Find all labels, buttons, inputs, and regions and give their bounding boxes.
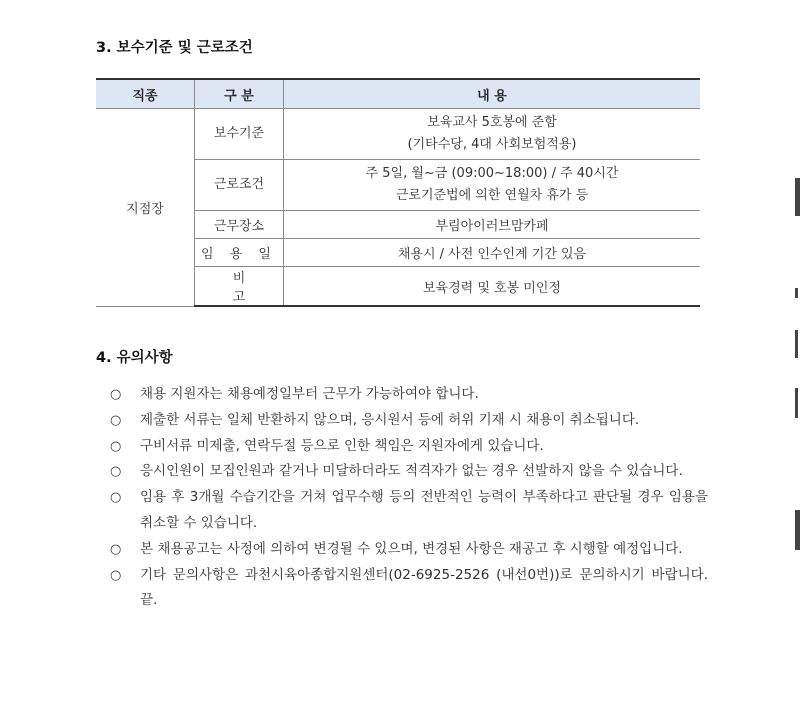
list-item [110, 408, 708, 434]
content-line: 보육교사 5호봉에 준함 [427, 115, 557, 130]
right-edge-fragment [795, 388, 798, 418]
row-content-pay [284, 109, 701, 160]
circle-bullet-icon: ○ [110, 567, 122, 583]
right-edge-fragment [795, 510, 800, 550]
list-item [110, 485, 708, 537]
notice-text: 응시인원이 모집인원과 같거나 미달하더라도 적격자가 없는 경우 선발하지 않을 수 있습니다. [140, 463, 683, 480]
section-4-title: 4. 유의사항 [96, 350, 173, 366]
job-type-cell: 지점장 [96, 109, 195, 307]
table-row [96, 109, 700, 160]
row-content-conditions [284, 160, 701, 211]
section-3-title: 3. 보수기준 및 근로조건 [96, 40, 253, 56]
header-category: 구 분 [195, 79, 284, 109]
notice-text: 임용 후 3개월 수습기간을 거쳐 업무수행 등의 전반적인 능력이 부족하다고 판단될 경우 임용을 취소할 수 있습니다. [140, 489, 708, 531]
working-conditions-table [96, 78, 700, 307]
header-job-type: 직종 [96, 79, 195, 109]
circle-bullet-icon: ○ [110, 412, 122, 428]
content-line: 주 5일, 월~금 (09:00~18:00) / 주 40시간 [365, 166, 619, 181]
right-edge-fragment [795, 330, 798, 358]
notice-list [110, 382, 708, 614]
notice-text: 본 채용공고는 사정에 의하여 변경될 수 있으며, 변경된 사항은 재공고 후 시행할 예정입니다. [140, 540, 683, 557]
circle-bullet-icon: ○ [110, 438, 122, 454]
row-content-start-date: 채용시 / 사전 인수인계 기간 있음 [284, 239, 701, 267]
notice-text: 기타 문의사항은 과천시육아종합지원센터(02-6925-2526 (내선0번))로 문의하시기 바랍니다. 끝. [140, 566, 708, 609]
notice-text: 제출한 서류는 일체 반환하지 않으며, 응시원서 등에 허위 기재 시 채용이 취소됩니다. [140, 411, 640, 428]
circle-bullet-icon: ○ [110, 464, 122, 480]
list-item [110, 459, 708, 485]
circle-bullet-icon: ○ [110, 541, 122, 557]
row-label-location: 근무장소 [195, 211, 284, 239]
notice-text: 채용 지원자는 채용예정일부터 근무가 가능하여야 합니다. [140, 386, 479, 402]
content-line: 근로기준법에 의한 연월차 휴가 등 [395, 188, 589, 203]
row-content-remarks: 보육경력 및 호봉 미인정 [284, 267, 701, 307]
circle-bullet-icon: ○ [110, 387, 122, 402]
list-item [110, 382, 708, 408]
row-content-location: 부림아이러브맘카페 [284, 211, 701, 239]
row-label-start-date: 임 용 일 [195, 239, 284, 267]
content-line: (기타수당, 4대 사회보험적용) [407, 137, 577, 152]
table-header-row [96, 79, 700, 109]
circle-bullet-icon: ○ [110, 490, 122, 506]
right-edge-fragment [795, 288, 798, 298]
right-edge-fragment [795, 178, 800, 216]
row-label-conditions: 근로조건 [195, 160, 284, 211]
list-item [110, 434, 708, 460]
list-item [110, 537, 708, 563]
notice-text: 구비서류 미제출, 연락두절 등으로 인한 책임은 지원자에게 있습니다. [140, 437, 544, 454]
header-content: 내 용 [284, 79, 701, 109]
row-label-pay: 보수기준 [195, 109, 284, 160]
list-item [110, 563, 708, 615]
row-label-remarks: 비 고 [195, 267, 284, 307]
